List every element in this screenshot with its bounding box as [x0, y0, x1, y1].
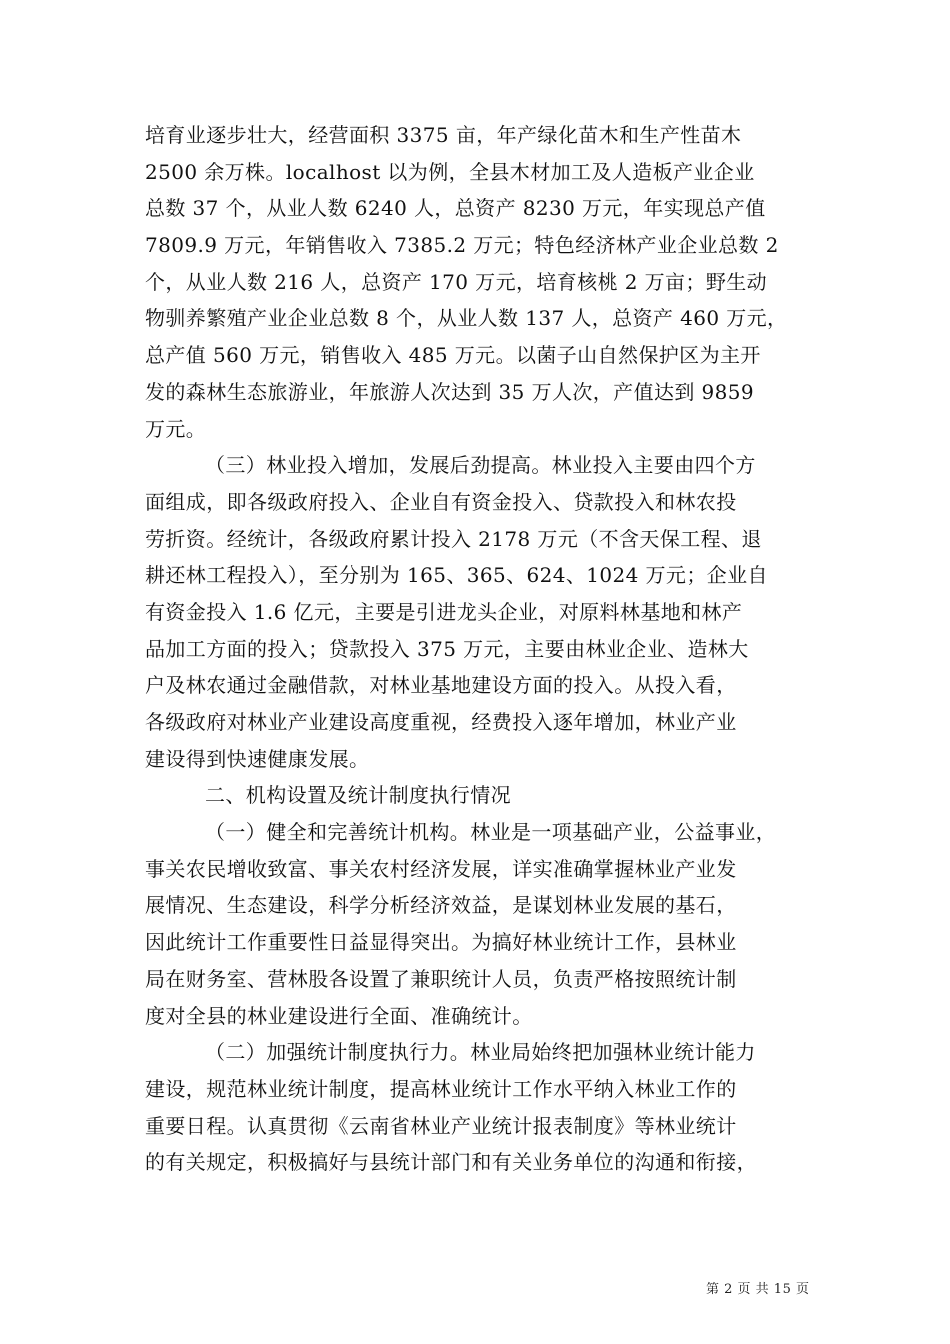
text-line: 度对全县的林业建设进行全面、准确统计。	[145, 1003, 533, 1028]
text-line: 事关农民增收致富、事关农村经济发展，详实准确掌握林业产业发	[145, 856, 737, 881]
text-line: 7809.9 万元，年销售收入 7385.2 万元；特色经济林产业企业总数 2	[145, 233, 779, 258]
text-line: （一）健全和完善统计机构。林业是一项基础产业，公益事业，	[205, 820, 777, 845]
text-line: 各级政府对林业产业建设高度重视，经费投入逐年增加，林业产业	[145, 710, 737, 734]
text-line: 局在财务室、营林股各设置了兼职统计人员，负责严格按照统计制	[145, 966, 737, 991]
text-line: 有资金投入 1.6 亿元，主要是引进龙头企业，对原料林基地和林产	[145, 599, 743, 624]
text-line: 培育业逐步壮大，经营面积 3375 亩，年产绿化苗木和生产性苗木	[145, 123, 742, 147]
text-line: 品加工方面的投入；贷款投入 375 万元，主要由林业企业、造林大	[145, 636, 749, 661]
text-line: 户及林农通过金融借款，对林业基地建设方面的投入。从投入看，	[145, 673, 737, 698]
text-line: 万元。	[145, 416, 207, 441]
text-line: 建设，规范林业统计制度，提高林业统计工作水平纳入林业工作的	[145, 1076, 737, 1101]
page-footer: 第 2 页 共 15 页	[706, 1282, 810, 1297]
text-line: 发的森林生态旅游业，年旅游人次达到 35 万人次，产值达到 9859	[145, 379, 755, 404]
text-line: 的有关规定，积极搞好与县统计部门和有关业务单位的沟通和衔接，	[145, 1150, 757, 1175]
text-line: 面组成，即各级政府投入、企业自有资金投入、贷款投入和林农投	[145, 489, 737, 514]
text-line: 重要日程。认真贯彻《云南省林业产业统计报表制度》等林业统计	[145, 1113, 737, 1138]
text-line: （二）加强统计制度执行力。林业局始终把加强林业统计能力	[205, 1040, 756, 1065]
text-line: 2500 余万株。localhost 以为例，全县木材加工及人造板产业企业	[145, 159, 755, 184]
text-line: 劳折资。经统计，各级政府累计投入 2178 万元（不含天保工程、退	[145, 526, 762, 551]
text-line: （三）林业投入增加，发展后劲提高。林业投入主要由四个方	[205, 453, 756, 478]
text-line: 总数 37 个，从业人数 6240 人，总资产 8230 万元，年实现总产值	[145, 196, 766, 221]
text-line: 耕还林工程投入），至分别为 165、365、624、1024 万元；企业自	[145, 563, 768, 588]
text-line: 展情况、生态建设，科学分析经济效益，是谋划林业发展的基石，	[145, 893, 737, 918]
text-line: 个，从业人数 216 人，总资产 170 万元，培育核桃 2 万亩；野生动	[145, 269, 768, 294]
text-line: 二、机构设置及统计制度执行情况	[205, 783, 511, 808]
text-line: 建设得到快速健康发展。	[145, 746, 370, 771]
text-line: 总产值 560 万元，销售收入 485 万元。以菌子山自然保护区为主开	[145, 343, 761, 368]
text-line: 因此统计工作重要性日益显得突出。为搞好林业统计工作，县林业	[145, 930, 737, 955]
document-body	[145, 117, 825, 1181]
text-line: 物驯养繁殖产业企业总数 8 个，从业人数 137 人，总资产 460 万元，	[145, 306, 788, 331]
